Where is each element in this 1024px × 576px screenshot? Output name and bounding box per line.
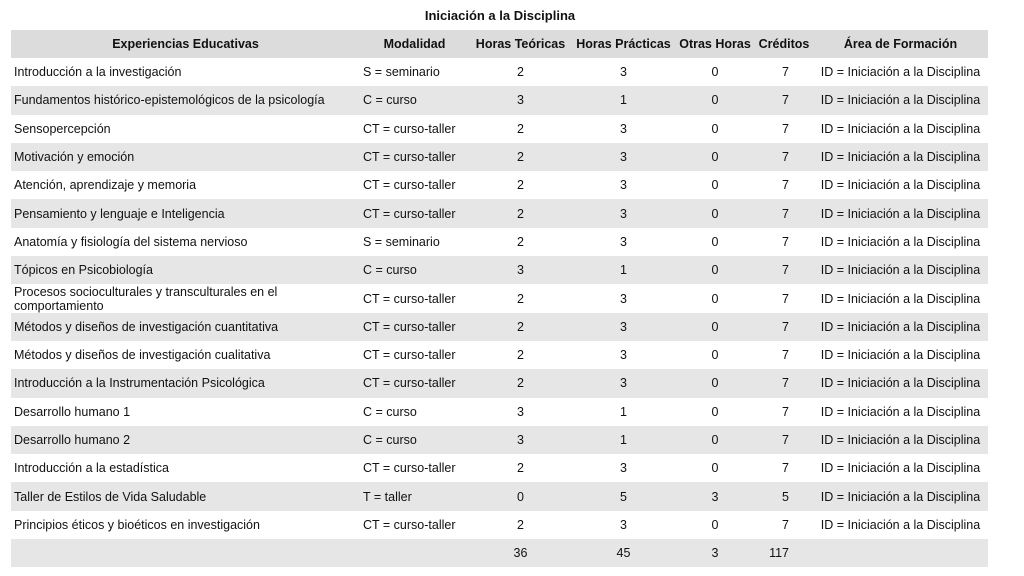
modalidad-cell: C = curso [360,256,469,284]
area-formacion-cell: ID = Iniciación a la Disciplina [820,517,981,532]
horas-practicas-cell: 3 [620,517,627,532]
otras-horas-cell: 0 [711,121,719,136]
table-row [11,398,988,426]
otras-horas-cell: 0 [675,313,755,341]
table-row [11,454,988,482]
course-name: Desarrollo humano 2 [11,426,360,454]
header-horas-teoricas: Horas Teóricas [469,30,572,58]
header-horas-practicas: Horas Prácticas [572,30,675,58]
total-otras-horas: 3 [675,539,755,567]
otras-horas-cell: 0 [711,65,719,80]
otras-horas-cell: 0 [711,517,719,532]
creditos-cell: 7 [782,121,789,136]
horas-teoricas-cell: 3 [469,256,572,284]
horas-teoricas-cell: 2 [517,291,524,306]
course-name: Sensopercepción [14,121,111,136]
course-name: Desarrollo humano 1 [14,404,131,419]
table-row [11,369,988,397]
course-name: Anatomía y fisiología del sistema nervioso [14,234,248,249]
creditos-cell: 7 [782,65,789,80]
creditos-cell: 7 [755,369,813,397]
header-modalidad: Modalidad [360,30,469,58]
area-formacion-cell: ID = Iniciación a la Disciplina [813,482,988,510]
table-row [11,482,988,510]
modalidad-cell: CT = curso-taller [360,143,469,171]
table-row [11,143,988,171]
modalidad-cell: C = curso [360,426,469,454]
modalidad-cell: CT = curso-taller [360,313,469,341]
table-row [11,58,988,86]
creditos-cell: 7 [782,348,789,363]
totals-modalidad-cell [360,539,469,567]
otras-horas-cell: 0 [675,256,755,284]
horas-practicas-cell: 1 [620,404,627,419]
creditos-cell: 7 [755,143,813,171]
modalidad-cell: CT = curso-taller [360,199,469,227]
table-row [11,284,988,312]
horas-teoricas-cell: 0 [469,482,572,510]
total-horas-teoricas: 36 [469,539,572,567]
course-name: Introducción a la estadística [14,461,169,476]
modalidad-cell: CT = curso-taller [360,369,469,397]
table-row [11,256,988,284]
creditos-cell: 7 [782,291,789,306]
course-name: Tópicos en Psicobiología [11,256,360,284]
otras-horas-cell: 0 [711,461,719,476]
area-formacion-cell: ID = Iniciación a la Disciplina [820,65,981,80]
area-formacion-cell: ID = Iniciación a la Disciplina [820,348,981,363]
table-row [11,511,988,539]
creditos-cell: 7 [782,461,789,476]
horas-teoricas-cell: 2 [517,178,524,193]
creditos-cell: 7 [782,234,789,249]
totals-row [11,539,988,567]
horas-practicas-cell: 1 [572,256,675,284]
otras-horas-cell: 0 [711,404,719,419]
course-name: Introducción a la investigación [14,65,182,80]
table-title: Iniciación a la Disciplina [424,8,576,23]
horas-practicas-cell: 3 [620,121,627,136]
courses-table [11,30,988,567]
otras-horas-cell: 0 [675,369,755,397]
otras-horas-cell: 0 [675,143,755,171]
course-name: Métodos y diseños de investigación cuantitativa [11,313,360,341]
modalidad-cell: CT = curso-taller [363,348,456,363]
modalidad-cell: S = seminario [363,234,440,249]
table-row [11,86,988,114]
horas-practicas-cell: 3 [620,291,627,306]
modalidad-cell: S = seminario [363,65,440,80]
area-formacion-cell: ID = Iniciación a la Disciplina [813,426,988,454]
header-area-formacion: Área de Formación [813,30,988,58]
horas-teoricas-cell: 2 [517,234,524,249]
creditos-cell: 5 [755,482,813,510]
totals-label-cell [11,539,360,567]
otras-horas-cell: 0 [711,178,719,193]
area-formacion-cell: ID = Iniciación a la Disciplina [813,369,988,397]
modalidad-cell: C = curso [360,86,469,114]
horas-teoricas-cell: 2 [517,121,524,136]
total-horas-practicas: 45 [572,539,675,567]
area-formacion-cell: ID = Iniciación a la Disciplina [813,313,988,341]
area-formacion-cell: ID = Iniciación a la Disciplina [820,404,981,419]
course-name: Pensamiento y lenguaje e Inteligencia [11,199,360,227]
otras-horas-cell: 3 [675,482,755,510]
area-formacion-cell: ID = Iniciación a la Disciplina [813,199,988,227]
creditos-cell: 7 [755,256,813,284]
table-row [11,171,988,199]
otras-horas-cell: 0 [675,199,755,227]
creditos-cell: 7 [755,426,813,454]
table-row [11,313,988,341]
horas-practicas-cell: 3 [620,178,627,193]
creditos-cell: 7 [755,86,813,114]
area-formacion-cell: ID = Iniciación a la Disciplina [813,86,988,114]
modalidad-cell: CT = curso-taller [363,517,456,532]
course-name: Fundamentos histórico-epistemológicos de la psicología [11,86,360,114]
modalidad-cell: T = taller [360,482,469,510]
header-creditos: Créditos [755,30,813,58]
header-row [11,30,988,58]
course-name: Introducción a la Instrumentación Psicológica [11,369,360,397]
area-formacion-cell: ID = Iniciación a la Disciplina [813,143,988,171]
horas-practicas-cell: 3 [572,313,675,341]
table-row [11,115,988,143]
modalidad-cell: CT = curso-taller [363,178,456,193]
total-creditos: 117 [755,539,813,567]
horas-teoricas-cell: 2 [469,199,572,227]
otras-horas-cell: 0 [711,348,719,363]
otras-horas-cell: 0 [675,86,755,114]
totals-area-cell [813,539,988,567]
table-row [11,341,988,369]
creditos-cell: 7 [782,517,789,532]
horas-practicas-cell: 3 [572,199,675,227]
horas-practicas-cell: 5 [572,482,675,510]
table-row [11,426,988,454]
modalidad-cell: CT = curso-taller [363,291,456,306]
modalidad-cell: C = curso [363,404,417,419]
horas-practicas-cell: 3 [620,348,627,363]
horas-practicas-cell: 3 [620,234,627,249]
horas-teoricas-cell: 2 [517,517,524,532]
area-formacion-cell: ID = Iniciación a la Disciplina [820,291,981,306]
area-formacion-cell: ID = Iniciación a la Disciplina [820,461,981,476]
course-name: Motivación y emoción [11,143,360,171]
horas-teoricas-cell: 3 [469,86,572,114]
area-formacion-cell: ID = Iniciación a la Disciplina [820,121,981,136]
horas-teoricas-cell: 2 [517,461,524,476]
course-name: Taller de Estilos de Vida Saludable [11,482,360,510]
horas-practicas-cell: 1 [572,426,675,454]
horas-teoricas-cell: 2 [469,313,572,341]
table-row [11,199,988,227]
horas-teoricas-cell: 2 [517,65,524,80]
horas-practicas-cell: 3 [572,369,675,397]
horas-teoricas-cell: 3 [469,426,572,454]
creditos-cell: 7 [782,178,789,193]
course-name: Procesos socioculturales y transculturales en el comportamiento [14,284,278,313]
otras-horas-cell: 0 [711,234,719,249]
table-body [11,58,988,539]
creditos-cell: 7 [782,404,789,419]
course-name: Métodos y diseños de investigación cualitativa [14,348,271,363]
horas-practicas-cell: 3 [620,461,627,476]
horas-practicas-cell: 3 [620,65,627,80]
horas-teoricas-cell: 2 [469,143,572,171]
creditos-cell: 7 [755,313,813,341]
header-otras-horas: Otras Horas [675,30,755,58]
creditos-cell: 7 [755,199,813,227]
table-row [11,228,988,256]
otras-horas-cell: 0 [675,426,755,454]
horas-teoricas-cell: 2 [517,348,524,363]
horas-practicas-cell: 1 [572,86,675,114]
horas-practicas-cell: 3 [572,143,675,171]
area-formacion-cell: ID = Iniciación a la Disciplina [820,178,981,193]
modalidad-cell: CT = curso-taller [363,121,456,136]
course-name: Principios éticos y bioéticos en investigación [14,517,260,532]
header-experiencias: Experiencias Educativas [11,30,360,58]
horas-teoricas-cell: 2 [469,369,572,397]
area-formacion-cell: ID = Iniciación a la Disciplina [813,256,988,284]
otras-horas-cell: 0 [711,291,719,306]
horas-teoricas-cell: 3 [517,404,524,419]
course-name: Atención, aprendizaje y memoria [14,178,197,193]
modalidad-cell: CT = curso-taller [363,461,456,476]
area-formacion-cell: ID = Iniciación a la Disciplina [820,234,981,249]
